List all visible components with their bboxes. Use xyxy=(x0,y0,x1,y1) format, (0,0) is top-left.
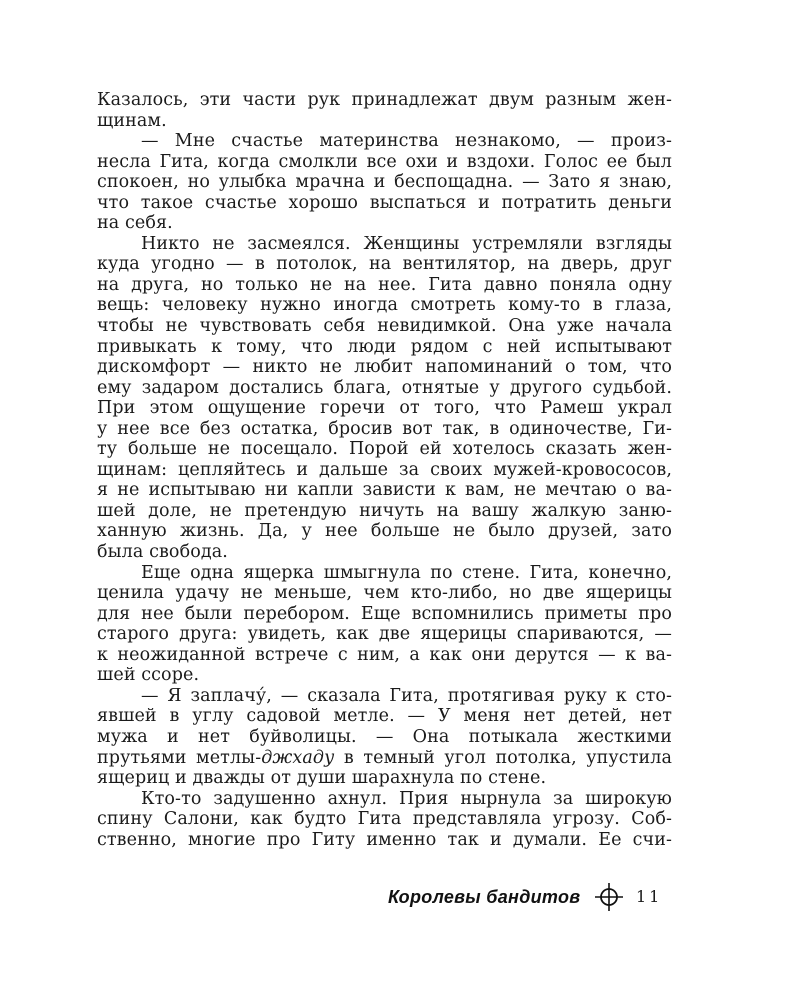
text-line: ящериц и дважды от души шарахнула по стене. xyxy=(97,768,547,789)
text-line: ханную жизнь. Да, у нее больше не было друзей, зато xyxy=(97,521,672,542)
text-line: несла Гита, когда смолкли все охи и вздохи. Голос ее был xyxy=(97,151,672,172)
text-line: чтобы не чувствовать себя невидимкой. Она уже начала xyxy=(97,316,672,337)
text-line: ту больше не посещало. Порой ей хотелось сказать жен- xyxy=(97,439,672,460)
text-line: у нее все без остатка, бросив вот так, в одиночестве, Ги- xyxy=(97,418,672,439)
text-line: что такое счастье хорошо выспаться и потратить деньги xyxy=(97,192,672,213)
text-line: Кто-то задушенно ахнул. Прия нырнула за широкую xyxy=(141,788,672,809)
text-line: для нее были перебором. Еще вспомнились приметы про xyxy=(97,603,672,624)
body-text xyxy=(97,90,672,850)
text-line: дискомфорт — никто не любит напоминаний о том, что xyxy=(97,357,672,378)
italic-term: джхаду xyxy=(261,747,335,768)
text-line: спину Салони, как будто Гита представляла угрозу. Соб- xyxy=(97,809,672,830)
text-line: Казалось, эти части рук принадлежат двум разным жен- xyxy=(97,90,672,110)
text-line: шей доле, не претендую ничуть на вашу жалкую заню- xyxy=(97,500,672,521)
running-title: Королевы бандитов xyxy=(388,887,581,907)
text-line: — Я заплачу́, — сказала Гита, протягивая руку к сто- xyxy=(141,685,672,706)
text-line: При этом ощущение горечи от того, что Рамеш украл xyxy=(97,398,672,419)
crosshair-icon xyxy=(594,882,624,912)
text-line: ственно, многие про Гиту именно так и думали. Ее счи- xyxy=(97,829,672,850)
text-line: на себя. xyxy=(97,213,173,234)
text-line: ему задаром достались блага, отнятые у другого судьбой. xyxy=(97,377,672,398)
text-line: — Мне счастье материнства незнакомо, — произ- xyxy=(141,131,672,152)
text-line: явшей в углу садовой метле. — У меня нет детей, нет xyxy=(97,706,672,727)
text-line: Никто не засмеялся. Женщины устремляли взгляды xyxy=(141,233,672,254)
text-line: была свобода. xyxy=(97,542,228,563)
text-line: щинам: цепляйтесь и дальше за своих мужей-кровососов, xyxy=(97,459,672,480)
text-line: вещь: человеку нужно иногда смотреть кому-то в глаза, xyxy=(97,295,672,316)
text-line xyxy=(97,748,672,769)
text-fragment: в темный угол потолка, упустила xyxy=(334,747,673,768)
text-line: старого друга: увидеть, как две ящерицы спариваются, — xyxy=(97,624,672,645)
text-line: привыкать к тому, что люди рядом с ней испытывают xyxy=(97,336,672,357)
page-footer xyxy=(388,882,678,916)
page-number: 11 xyxy=(636,887,663,906)
text-line: на друга, но только не на нее. Гита давно поняла одну xyxy=(97,274,672,295)
text-line: я не испытываю ни капли зависти к вам, не мечтаю о ва- xyxy=(97,480,672,501)
text-line: шей ссоре. xyxy=(97,665,200,686)
text-line: спокоен, но улыбка мрачна и беспощадна. — Зато я знаю, xyxy=(97,172,672,193)
text-line: Еще одна ящерка шмыгнула по стене. Гита, конечно, xyxy=(141,562,672,583)
text-line: мужа и нет буйволицы. — Она потыкала жесткими xyxy=(97,726,672,747)
text-line: к неожиданной встрече с ним, а как они дерутся — к ва- xyxy=(97,644,672,665)
text-fragment: прутьями метлы- xyxy=(97,747,262,768)
text-line: ценила удачу не меньше, чем кто-либо, но две ящерицы xyxy=(97,583,672,604)
text-line: щинам. xyxy=(97,110,167,131)
text-line: куда угодно — в потолок, на вентилятор, на дверь, друг xyxy=(97,254,672,275)
